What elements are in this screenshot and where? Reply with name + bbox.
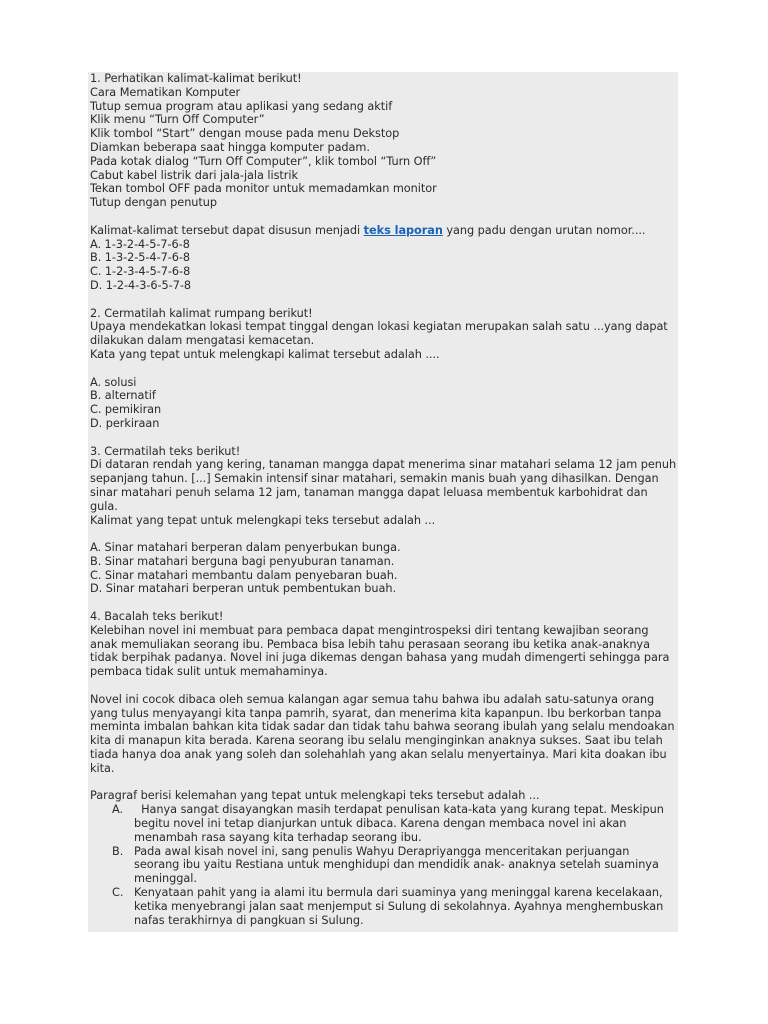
q4-option-c xyxy=(90,886,678,927)
q4-paragraph-2: Novel ini cocok dibaca oleh semua kalangan agar semua tahu bahwa ibu adalah satu-satunya orang yang tulus menyayangi kita tanpa pamrih, syarat, dan menerima kita kapanpun. Ibu berkorban tanpa meminta imbalan bahkan kita tidak sadar dan tidak tahu bahwa seorang ibulah yang selalu mendoakan kita di manapun kita berada. Karena seorang ibu selalu menginginkan anaknya sukses. Saat ibu telah tiada hanya doa anak yang soleh dan solehahlah yang akan selalu menyertainya. Mari kita doakan ibu kita. xyxy=(90,692,675,775)
q3-option-d: D. Sinar matahari berperan untuk pembentukan buah. xyxy=(90,582,397,596)
q1-option-d: D. 1-2-4-3-6-5-7-8 xyxy=(90,278,192,292)
option-text: Hanya sangat disayangkan masih terdapat penulisan kata-kata yang kurang tepat. Meskipun begitu novel ini tetap dianjurkan untuk dibaca. Karena dengan membaca novel ini akan menambah rasa sayang kita terhadap seorang ibu. xyxy=(134,803,668,844)
q3-option-a: A. Sinar matahari berperan dalam penyerbukan bunga. xyxy=(90,541,401,555)
q1-option-a: A. 1-3-2-4-5-7-6-8 xyxy=(90,237,190,251)
spacer xyxy=(90,776,678,790)
question-3 xyxy=(90,445,678,597)
q1-line: Cara Mematikan Komputer xyxy=(90,85,241,99)
q1-line: Pada kotak dialog “Turn Off Computer”, klik tombol “Turn Off” xyxy=(90,154,437,168)
option-letter: B. xyxy=(112,844,124,858)
question-1 xyxy=(90,72,678,293)
q4-options xyxy=(90,803,678,927)
q4-paragraph-1: Kelebihan novel ini membuat para pembaca dapat mengintrospeksi diri tentang kewajiban seorang anak memuliakan seorang ibu. Pembaca bisa lebih tahu perasaan seorang ibu ketika anak-anaknya tidak berpihak padanya. Novel ini juga dikemas dengan bahasa yang mudah dimengerti sehingga para pembaca tidak sulit untuk memahaminya. xyxy=(90,623,670,679)
q2-option-b: B. alternatif xyxy=(90,389,156,403)
spacer xyxy=(90,293,678,307)
option-letter: A. xyxy=(112,803,124,817)
spacer xyxy=(90,210,678,224)
q1-option-c: C. 1-2-3-4-5-7-6-8 xyxy=(90,265,191,279)
q1-question-post: yang padu dengan urutan nomor.... xyxy=(442,223,646,237)
q1-line: 1. Perhatikan kalimat-kalimat berikut! xyxy=(90,72,302,85)
spacer xyxy=(90,596,678,610)
teks-laporan-link[interactable]: teks laporan xyxy=(363,223,443,237)
q1-line: Klik menu “Turn Off Computer” xyxy=(90,113,265,127)
q2-question: Kata yang tepat untuk melengkapi kalimat tersebut adalah .... xyxy=(90,347,440,361)
q2-option-c: C. pemikiran xyxy=(90,403,162,417)
question-2 xyxy=(90,307,678,431)
q4-option-b xyxy=(90,845,678,886)
document-page xyxy=(88,72,678,932)
q1-line: Tutup semua program atau aplikasi yang sedang aktif xyxy=(90,99,393,113)
q3-text: Di dataran rendah yang kering, tanaman mangga dapat menerima sinar matahari selama 12 jam penuh sepanjang tahun. [...] Semakin intensif sinar matahari, semakin manis buah yang dihasilkan. Dengan sinar matahari penuh selama 12 jam, tanaman mangga dapat leluasa membentuk karbohidrat dan gula. xyxy=(90,458,677,513)
q2-text: Upaya mendekatkan lokasi tempat tinggal dengan lokasi kegiatan merupakan salah satu ...yang dapat dilakukan dalam mengatasi kemacetan. xyxy=(90,320,668,348)
q4-title: 4. Bacalah teks berikut! xyxy=(90,610,224,624)
q3-question: Kalimat yang tepat untuk melengkapi teks tersebut adalah ... xyxy=(90,513,436,527)
q1-question-pre: Kalimat-kalimat tersebut dapat disusun menjadi xyxy=(90,223,364,237)
q1-line: Cabut kabel listrik dari jala-jala listrik xyxy=(90,168,298,182)
q2-option-a: A. solusi xyxy=(90,375,137,389)
spacer xyxy=(90,431,678,445)
q1-line: Tutup dengan penutup xyxy=(90,196,218,210)
q1-line: Tekan tombol OFF pada monitor untuk memadamkan monitor xyxy=(90,182,437,196)
q1-line: Diamkan beberapa saat hingga komputer padam. xyxy=(90,140,370,154)
question-4 xyxy=(90,610,678,927)
spacer xyxy=(90,679,678,693)
option-text: Kenyataan pahit yang ia alami itu bermula dari suaminya yang meninggal karena kecelakaan, ketika menyebrangi jalan saat menjemput si Sulung di sekolahnya. Ayahnya menghembuskan nafas terakhirnya di pangkuan si Sulung. xyxy=(134,886,664,927)
q3-option-b: B. Sinar matahari berguna bagi penyuburan tanaman. xyxy=(90,554,395,568)
option-letter: C. xyxy=(112,886,124,900)
spacer xyxy=(90,527,678,541)
q4-question: Paragraf berisi kelemahan yang tepat untuk melengkapi teks tersebut adalah ... xyxy=(90,789,540,803)
q3-option-c: C. Sinar matahari membantu dalam penyebaran buah. xyxy=(90,568,398,582)
q1-line: Klik tombol “Start” dengan mouse pada menu Dekstop xyxy=(90,127,400,141)
q1-question xyxy=(90,224,678,238)
q4-option-a xyxy=(90,803,678,844)
q2-title: 2. Cermatilah kalimat rumpang berikut! xyxy=(90,306,313,320)
q3-title: 3. Cermatilah teks berikut! xyxy=(90,444,241,458)
q1-option-b: B. 1-3-2-5-4-7-6-8 xyxy=(90,251,191,265)
option-text: Pada awal kisah novel ini, sang penulis Wahyu Derapriyangga menceritakan perjuangan seorang ibu yaitu Restiana untuk menghidupi dan mendidik anak- anaknya setelah suaminya meninggal. xyxy=(134,844,659,886)
q2-option-d: D. perkiraan xyxy=(90,416,160,430)
spacer xyxy=(90,362,678,376)
